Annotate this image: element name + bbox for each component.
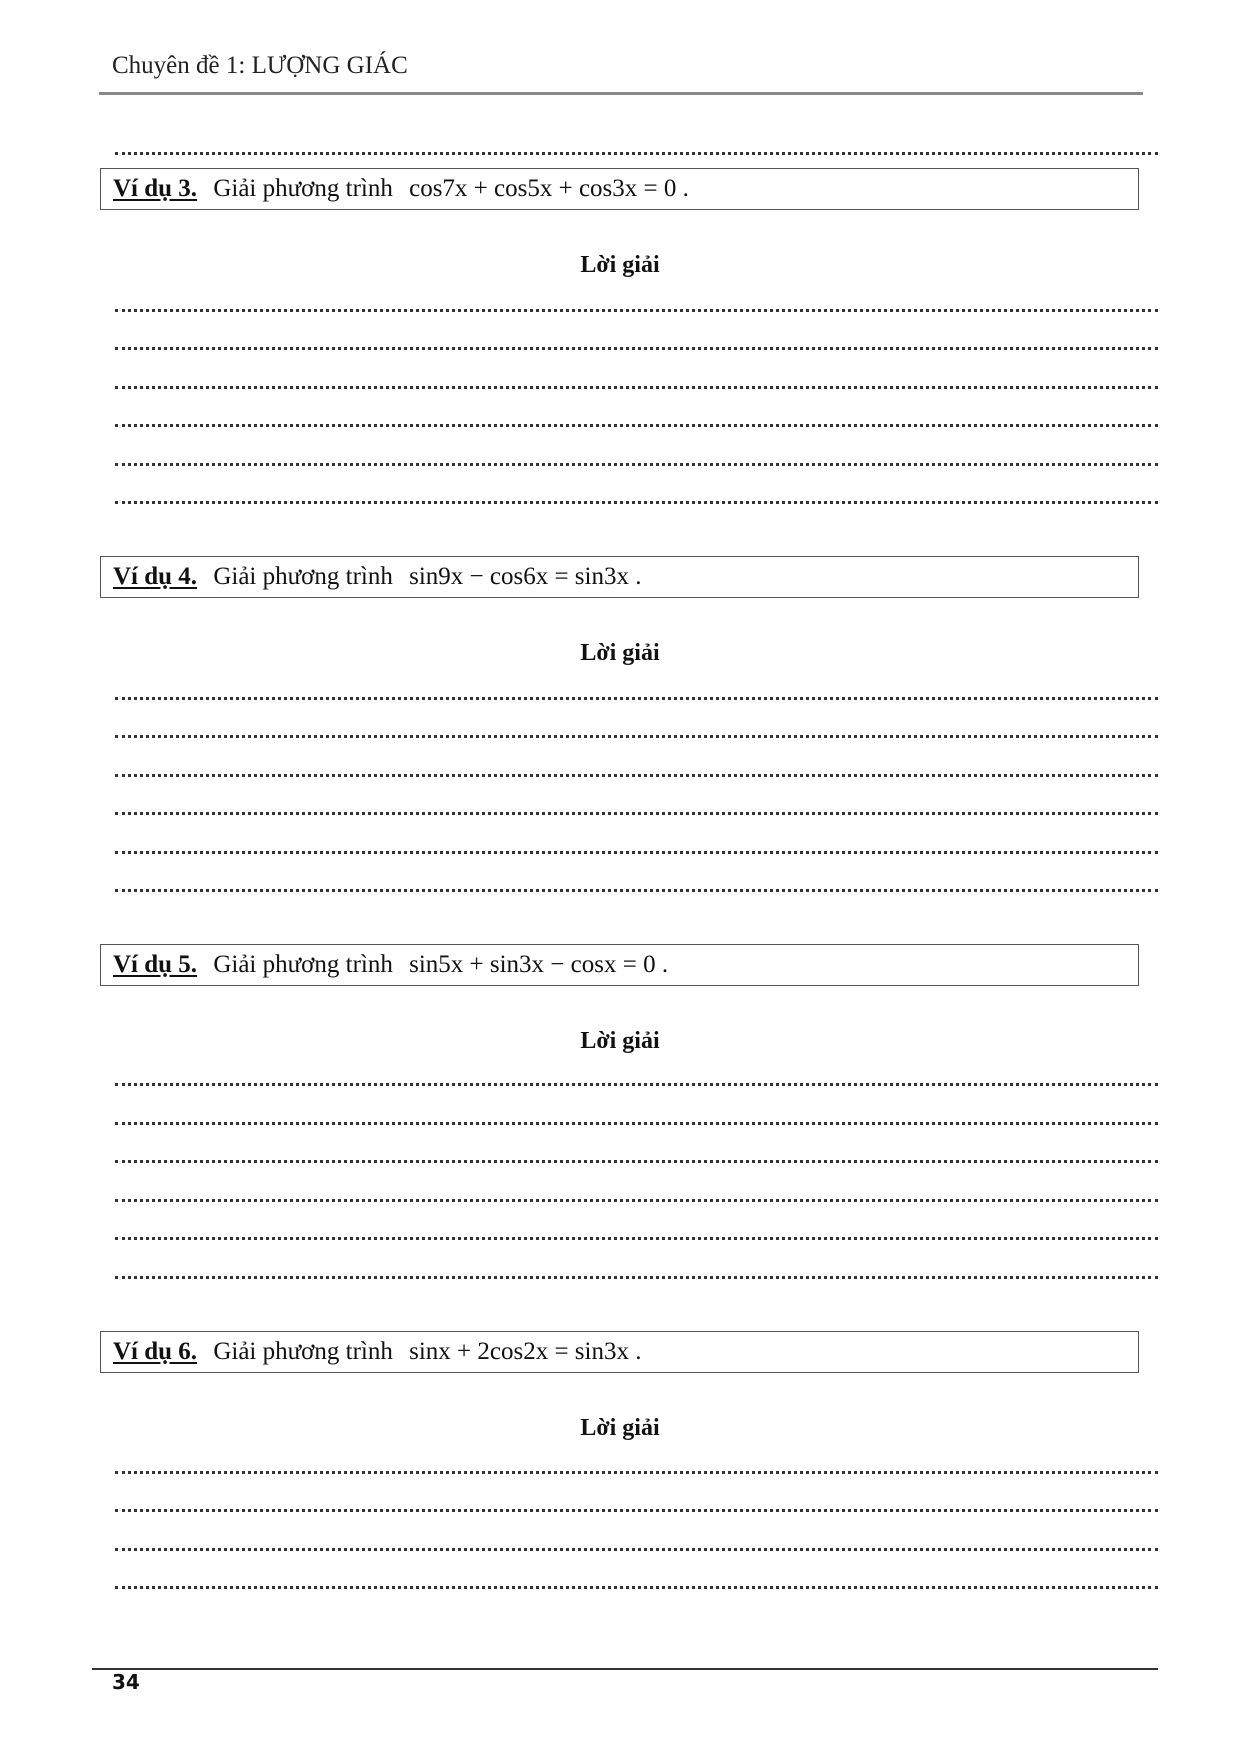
answer-line: [115, 1509, 1158, 1512]
example-6-label: Ví dụ 6.: [113, 1338, 198, 1365]
solution-heading-5: Lời giải: [580, 1028, 660, 1054]
solution-heading-3: Lời giải: [580, 252, 660, 278]
solution-heading-6: Lời giải: [580, 1415, 660, 1441]
answer-line: [115, 1548, 1158, 1551]
answer-line: [115, 1237, 1158, 1240]
chapter-title: Chuyên đề 1: LƯỢNG GIÁC: [112, 52, 408, 79]
example-6-equation: sinx + 2cos2x = sin3x .: [409, 1338, 642, 1365]
answer-line: [115, 812, 1158, 815]
example-3-box: [100, 168, 1139, 210]
answer-line: [115, 1586, 1158, 1589]
answer-line: [115, 152, 1158, 155]
example-5-label: Ví dụ 5.: [113, 951, 198, 978]
example-3-label: Ví dụ 3.: [113, 175, 198, 202]
answer-line: [115, 1083, 1158, 1086]
answer-line: [115, 1122, 1158, 1125]
page-number: 34: [112, 1670, 140, 1694]
example-3-text: Giải phương trình: [213, 175, 393, 202]
answer-line: [115, 851, 1158, 854]
example-4-equation: sin9x − cos6x = sin3x .: [409, 563, 642, 590]
example-4-label: Ví dụ 4.: [113, 563, 198, 590]
example-4-text: Giải phương trình: [213, 563, 393, 590]
answer-line: [115, 1471, 1158, 1474]
answer-line: [115, 774, 1158, 777]
answer-line: [115, 697, 1158, 700]
solution-heading-4: Lời giải: [580, 640, 660, 666]
example-5-text: Giải phương trình: [213, 951, 393, 978]
answer-line: [115, 386, 1158, 389]
answer-line: [115, 1160, 1158, 1163]
example-6-box: [100, 1331, 1139, 1373]
example-5-equation: sin5x + sin3x − cosx = 0 .: [409, 951, 669, 978]
example-6-text: Giải phương trình: [213, 1338, 393, 1365]
example-5-box: [100, 944, 1139, 986]
header-divider: [99, 92, 1143, 95]
answer-line: [115, 735, 1158, 738]
example-4-box: [100, 556, 1139, 598]
answer-line: [115, 501, 1158, 504]
footer-divider: [92, 1668, 1158, 1670]
answer-line: [115, 347, 1158, 350]
answer-line: [115, 424, 1158, 427]
answer-line: [115, 889, 1158, 892]
answer-line: [115, 309, 1158, 312]
answer-line: [115, 463, 1158, 466]
answer-line: [115, 1276, 1158, 1279]
answer-line: [115, 1199, 1158, 1202]
example-3-equation: cos7x + cos5x + cos3x = 0 .: [409, 175, 689, 202]
